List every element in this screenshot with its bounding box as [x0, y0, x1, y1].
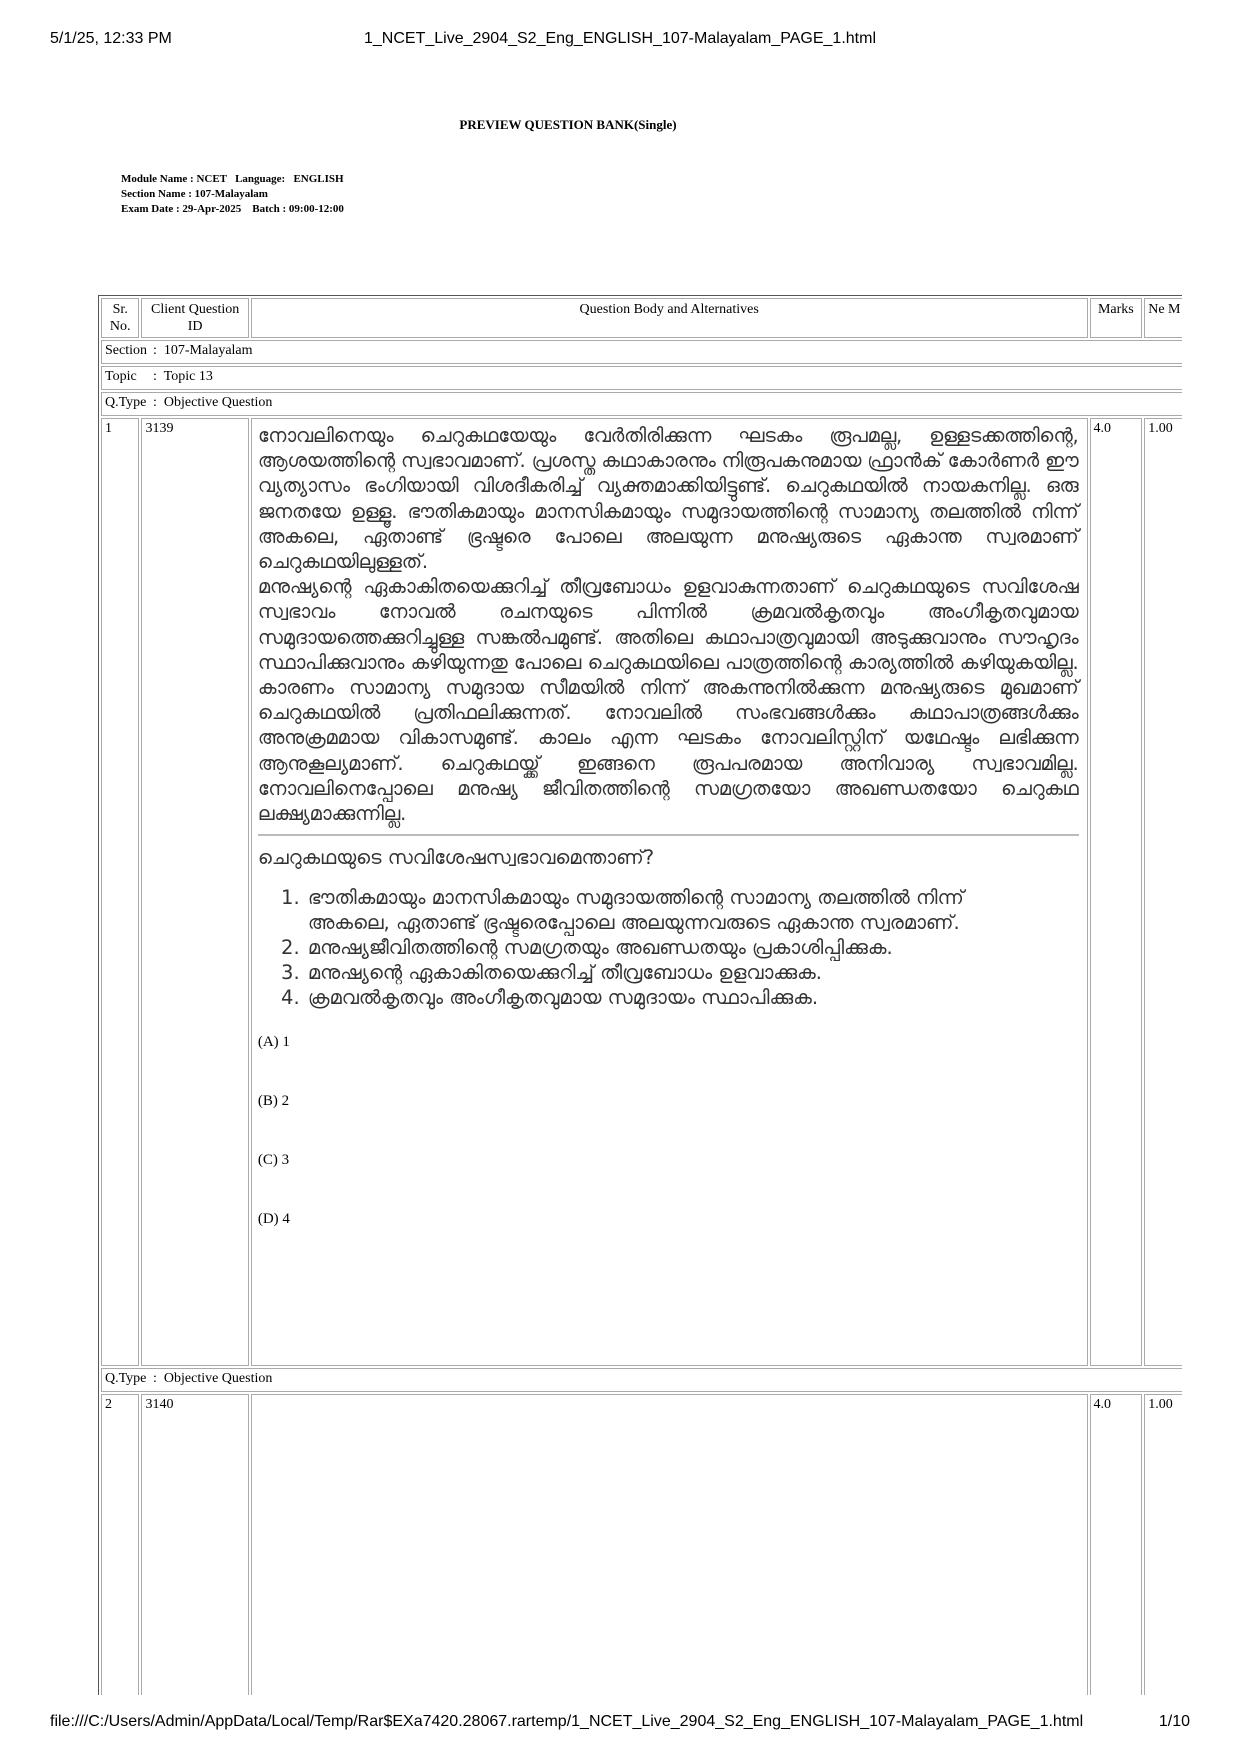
topic-label: Topic [105, 369, 137, 384]
meta-exam-date-batch: Exam Date : 29-Apr-2025 Batch : 09:00-12:00 [121, 203, 344, 215]
qtype-info: Q.Type : Objective Question [101, 1368, 1182, 1392]
question-row [101, 418, 1182, 1366]
option-d: (D) 4 [257, 1211, 290, 1228]
section-row [101, 340, 1182, 364]
print-datetime: 5/1/25, 12:33 PM [50, 30, 172, 47]
header-client-question-id: Client Question ID [141, 298, 248, 338]
meta-module-language: Module Name : NCET Language: ENGLISH [121, 173, 344, 185]
topic-info: Topic : Topic 13 [101, 366, 1182, 390]
question-body [251, 418, 1088, 1366]
qtype-label: Q.Type [105, 1371, 147, 1386]
question-negative-marks: 1.00 [1144, 1394, 1182, 1695]
statement-item: 3. മനുഷ്യന്റെ ഏകാകിതയെക്കുറിച്ച് തീവ്രബോധം ഉളവാക്കുക. [306, 960, 1026, 985]
qtype-label: Q.Type [105, 395, 147, 410]
qtype-row [101, 1368, 1182, 1392]
table-header-row [101, 298, 1182, 338]
qtype-info: Q.Type : Objective Question [101, 392, 1182, 416]
exam-meta [121, 172, 344, 217]
question-table-wrapper [98, 295, 1182, 1695]
print-file-url: file:///C:/Users/Admin/AppData/Local/Temp/Rar$EXa7420.28067.rartemp/1_NCET_Live_2904_S2_Eng_ENGLISH_107-Malayalam_PAGE_1.html [50, 1713, 1084, 1730]
passage-paragraph: നോവലിനെയും ചെറുകഥയേയും വേർതിരിക്കുന്ന ഘടകം രൂപമല്ല, ഉള്ളടക്കത്തിന്റെ, ആശയത്തിന്റെ സ്വഭാവമാണ്. പ്രശസ്ത കഥാകാരനും നിരൂപകനുമായ ഫ്രാൻക് കോർണർ ഈ വ്യത്യാസം ഭംഗിയായി വിശദീകരിച്ച് വ്യക്തമാക്കിയിട്ടുണ്ട്. ചെറുകഥയിൽ നായകനില്ല. ഒരു ജനതയേ ഉള്ളൂ. ഭൗതികമായും മാനസികമായും സമുദായത്തിന്റെ സാമാന്യ തലത്തിൽ നിന്ന് അകലെ, ഏതാണ്ട് ഭ്രഷ്ടരെ പോലെ അലയുന്ന മനുഷ്യരുടെ ഏകാന്ത സ്വരമാണ് ചെറുകഥയിലുള്ളത്. [257, 424, 1079, 574]
section-value: 107-Malayalam [163, 343, 253, 358]
question-stem: ചെറുകഥയുടെ സവിശേഷസ്വഭാവമെന്താണ്? [257, 846, 655, 870]
print-header [0, 30, 1240, 54]
statement-item: 1. ഭൗതികമായും മാനസികമായും സമുദായത്തിന്റെ സാമാന്യ തലത്തിൽ നിന്ന് അകലെ, ഏതാണ്ട് ഭ്രഷ്ടരെപ്പോലെ അലയുന്നവരുടെ ഏകാന്ത സ്വരമാണ്. [306, 885, 1026, 935]
header-marks: Marks [1090, 298, 1143, 338]
statement-list [258, 885, 1026, 1010]
print-footer [50, 1713, 1190, 1735]
question-sr-no: 2 [101, 1394, 139, 1695]
topic-row [101, 366, 1182, 390]
qtype-value: Objective Question [163, 1371, 273, 1386]
question-row [101, 1394, 1182, 1695]
statement-item: 4. ക്രമവൽകൃതവും അംഗീകൃതവുമായ സമുദായം സ്ഥാപിക്കുക. [306, 985, 1026, 1010]
passage-paragraph: മനുഷ്യന്റെ ഏകാകിതയെക്കുറിച്ച് തീവ്രബോധം ഉളവാകുന്നതാണ് ചെറുകഥയുടെ സവിശേഷ സ്വഭാവം നോവൽ രചനയുടെ പിന്നിൽ ക്രമവൽകൃതവും അംഗീകൃതവുമായ സമുദായത്തെക്കുറിച്ചുള്ള സങ്കൽപമുണ്ട്. അതിലെ കഥാപാത്രവുമായി അടുക്കുവാനും സൗഹൃദം സ്ഥാപിക്കുവാനും കഴിയുന്നതു പോലെ ചെറുകഥയിലെ പാത്രത്തിന്റെ കാര്യത്തിൽ കഴിയുകയില്ല. കാരണം സാമാന്യ സമുദായ സീമയിൽ നിന്ന് അകന്നുനിൽക്കുന്ന മനുഷ്യരുടെ മുഖമാണ് ചെറുകഥയിൽ പ്രതിഫലിക്കുന്നത്. നോവലിൽ സംഭവങ്ങൾക്കും കഥാപാത്രങ്ങൾക്കും അനുക്രമമായ വികാസമുണ്ട്. കാലം എന്ന ഘടകം നോവലിസ്റ്റിന് യഥേഷ്ടം ലഭിക്കുന്ന ആനുകൂല്യമാണ്. ചെറുകഥയ്ക്ക് ഇങ്ങനെ രൂപപരമായ അനിവാര്യ സ്വഭാവമില്ല. നോവലിനെപ്പോലെ മനുഷ്യ ജീവിതത്തിന്റെ സമഗ്രതയോ അഖണ്ഡതയോ ചെറുകഥ ലക്ഷ്യമാക്കുന്നില്ല. [257, 575, 1079, 826]
print-page-number: 1/10 [1158, 1713, 1190, 1730]
option-c: (C) 3 [257, 1152, 290, 1169]
option-b: (B) 2 [257, 1093, 290, 1110]
reading-passage [258, 423, 1079, 826]
header-question-body: Question Body and Alternatives [251, 298, 1088, 338]
topic-value: Topic 13 [163, 369, 213, 384]
question-body [251, 1394, 1088, 1695]
section-info: Section : 107-Malayalam [101, 340, 1182, 364]
question-marks: 4.0 [1090, 418, 1143, 1366]
question-sr-no: 1 [101, 418, 139, 1366]
option-a: (A) 1 [257, 1034, 290, 1051]
statement-item: 2. മനുഷ്യജീവിതത്തിന്റെ സമഗ്രതയും അഖണ്ഡതയും പ്രകാശിപ്പിക്കുക. [306, 935, 1026, 960]
qtype-row [101, 392, 1182, 416]
meta-section-name: Section Name : 107-Malayalam [121, 188, 268, 200]
qtype-value: Objective Question [163, 395, 273, 410]
section-label: Section [105, 343, 147, 358]
question-negative-marks: 1.00 [1144, 418, 1182, 1366]
divider [258, 834, 1079, 836]
question-client-id: 3140 [141, 1394, 248, 1695]
preview-title: PREVIEW QUESTION BANK(Single) [459, 117, 677, 132]
print-doc-title: 1_NCET_Live_2904_S2_Eng_ENGLISH_107-Malayalam_PAGE_1.html [364, 30, 876, 47]
header-sr-no: Sr. No. [101, 298, 139, 338]
question-marks: 4.0 [1090, 1394, 1143, 1695]
question-table [98, 295, 1182, 1695]
header-negative-marks: Ne M [1144, 298, 1182, 338]
question-client-id: 3139 [141, 418, 248, 1366]
